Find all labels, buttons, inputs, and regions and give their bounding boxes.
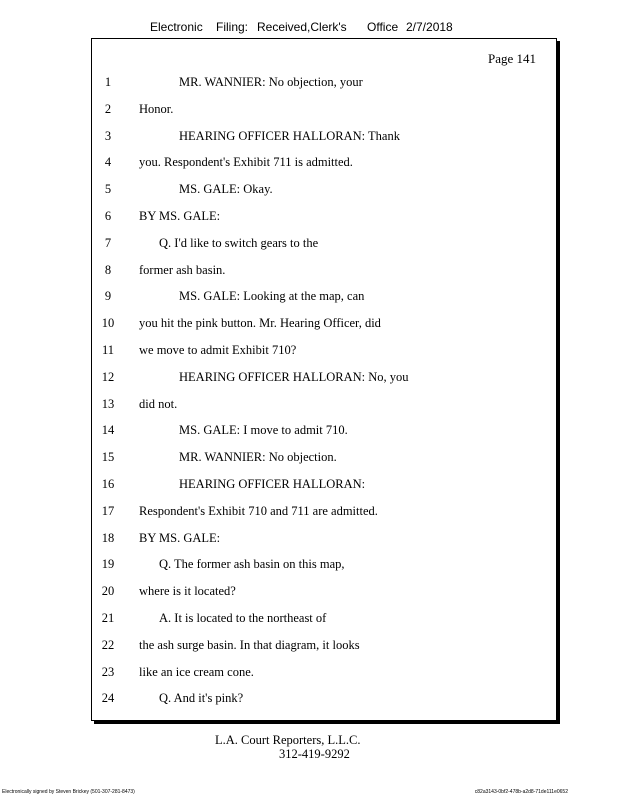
- line-text: Q. I'd like to switch gears to the: [159, 235, 319, 250]
- line-number: 5: [104, 182, 112, 197]
- line-number: 8: [104, 262, 112, 277]
- line-text: BY MS. GALE:: [139, 209, 221, 223]
- line-text: BY MS. GALE:: [139, 530, 221, 545]
- line-number: 12: [101, 369, 115, 384]
- transcript-line: [92, 557, 556, 573]
- line-number: 9: [104, 289, 112, 304]
- line-text: MS. GALE: I move to admit 710.: [179, 423, 348, 438]
- transcript-line: [92, 182, 556, 198]
- filing-stamp-header: [0, 20, 618, 36]
- line-text: MR. WANNIER: No objection.: [179, 450, 337, 465]
- transcript-line: [92, 638, 556, 654]
- transcript-line: [92, 450, 556, 466]
- line-text: Q. And it's pink?: [159, 691, 244, 706]
- line-number: 19: [101, 557, 115, 572]
- line-number: 20: [101, 584, 115, 599]
- transcript-line: [92, 155, 556, 171]
- transcript-line: [92, 370, 556, 386]
- transcript-line: [92, 584, 556, 600]
- transcript-line: [92, 316, 556, 332]
- line-number: 21: [101, 611, 115, 625]
- line-number: 15: [101, 450, 115, 465]
- page-number: Page 141: [487, 51, 536, 66]
- transcript-line: [92, 504, 556, 520]
- transcript-line: [92, 129, 556, 145]
- line-text: MR. WANNIER: No objection, your: [179, 75, 363, 89]
- transcript-line: [92, 209, 556, 225]
- line-text: Respondent's Exhibit 710 and 711 are admitted.: [139, 503, 378, 518]
- line-number: 10: [101, 316, 115, 331]
- header-date: 2/7/2018: [406, 20, 453, 34]
- line-number: 16: [101, 477, 115, 491]
- transcript-line: [92, 423, 556, 439]
- line-text: Q. The former ash basin on this map,: [159, 557, 345, 572]
- transcript-line: [92, 102, 556, 118]
- transcript-line: [92, 691, 556, 707]
- line-text: like an ice cream cone.: [139, 664, 254, 679]
- line-number: 14: [101, 423, 115, 438]
- line-number: 13: [101, 396, 115, 411]
- footer-company: L.A. Court Reporters, L.L.C.: [215, 733, 361, 747]
- line-text: HEARING OFFICER HALLORAN: No, you: [179, 369, 409, 384]
- line-number: 2: [104, 101, 112, 116]
- header-received: Received,Clerk's: [257, 20, 347, 34]
- header-filing: Filing:: [216, 20, 249, 34]
- transcript-line: [92, 531, 556, 547]
- line-number: 7: [104, 235, 112, 250]
- line-text: MS. GALE: Looking at the map, can: [179, 289, 365, 304]
- transcript-line: [92, 611, 556, 627]
- line-number: 24: [101, 691, 115, 706]
- line-text: the ash surge basin. In that diagram, it looks: [139, 637, 360, 652]
- line-number: 4: [104, 155, 112, 170]
- transcript-line: [92, 665, 556, 681]
- line-number: 23: [101, 664, 115, 679]
- line-text: we move to admit Exhibit 710?: [139, 343, 297, 357]
- document-id: c82a3143-0bf2-478b-a2d8-71de111e0652: [474, 789, 568, 795]
- transcript-line: [92, 397, 556, 413]
- transcript-line: [92, 75, 556, 91]
- transcript-line: [92, 263, 556, 279]
- transcript-line: [92, 477, 556, 493]
- line-text: did not.: [139, 396, 178, 411]
- line-text: HEARING OFFICER HALLORAN:: [179, 477, 366, 491]
- line-number: 11: [101, 343, 115, 357]
- line-text: former ash basin.: [139, 262, 226, 277]
- line-number: 22: [101, 637, 115, 652]
- footer-phone: 312-419-9292: [279, 747, 350, 761]
- line-number: 1: [104, 75, 112, 89]
- header-office: Office: [367, 20, 399, 34]
- line-number: 3: [104, 128, 112, 143]
- header-electronic: Electronic: [150, 20, 203, 34]
- line-text: you hit the pink button. Mr. Hearing Officer, did: [139, 316, 381, 331]
- line-text: HEARING OFFICER HALLORAN: Thank: [179, 128, 400, 143]
- transcript-page: [91, 38, 557, 721]
- line-text: where is it located?: [139, 584, 236, 599]
- line-text: you. Respondent's Exhibit 711 is admitted.: [139, 155, 353, 170]
- transcript-line: [92, 343, 556, 359]
- line-number: 18: [101, 530, 115, 545]
- signature-note: Electronically signed by Steven Brickey (501-307-281-8473): [2, 789, 135, 795]
- line-number: 17: [101, 503, 115, 518]
- transcript-line: [92, 236, 556, 252]
- line-text: MS. GALE: Okay.: [179, 182, 273, 197]
- line-text: A. It is located to the northeast of: [159, 611, 327, 625]
- transcript-line: [92, 289, 556, 305]
- line-text: Honor.: [139, 101, 174, 116]
- line-number: 6: [104, 209, 112, 223]
